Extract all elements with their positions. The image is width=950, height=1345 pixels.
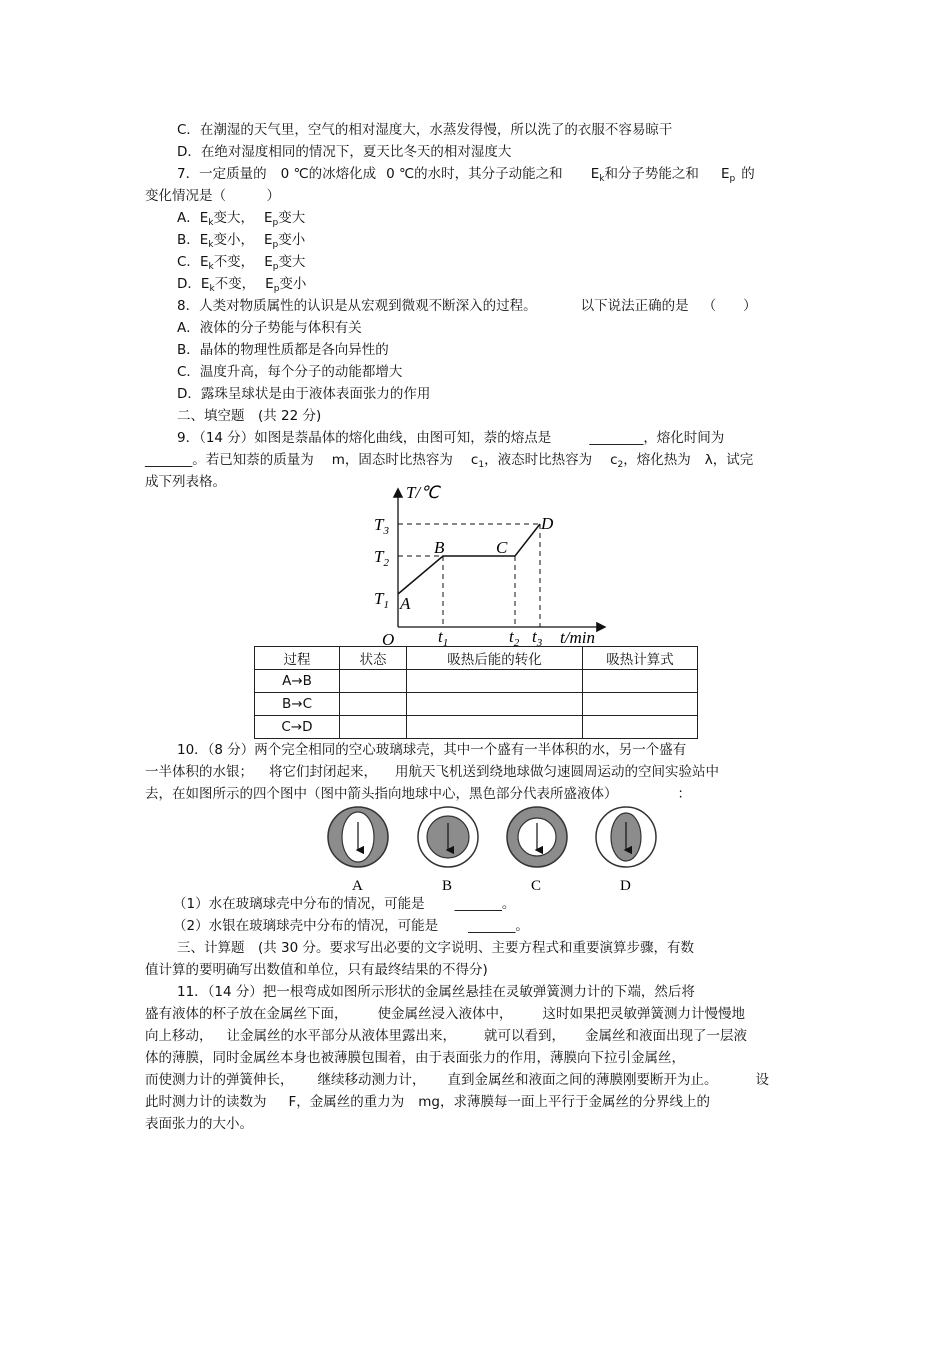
q7-text: 的 <box>741 166 755 182</box>
ek-symbol: E <box>199 254 209 270</box>
q10-sub1 <box>173 895 515 913</box>
q10-text: 将它们封闭起来， <box>269 764 377 780</box>
q10-text: ： <box>677 786 691 802</box>
tick-T1: $T_1$ <box>374 589 389 611</box>
row-process-cd: C→D <box>255 716 340 739</box>
q9-blank: ________，熔化时间为 <box>589 430 725 446</box>
answer-cell[interactable] <box>407 716 583 739</box>
q11-text: 金属丝和液面出现了一层液 <box>585 1028 747 1044</box>
q10-blank: _______。 <box>454 896 516 912</box>
q10-line2 <box>145 763 719 781</box>
option-text: 变小 <box>279 276 307 292</box>
figure-label-d: D <box>620 878 631 894</box>
q8-option-d: D．露珠呈球状是由于液体表面张力的作用 <box>177 386 431 402</box>
answer-cell[interactable] <box>340 670 407 693</box>
point-B: B <box>434 538 445 557</box>
q7-option-d <box>177 275 306 298</box>
ep-symbol: E <box>265 276 274 292</box>
header-process: 过程 <box>255 647 340 670</box>
ek-subscript: k <box>599 174 605 184</box>
ep-symbol: E <box>720 166 730 182</box>
table-header-row <box>255 647 698 670</box>
tick-T3: $T_3$ <box>374 515 389 537</box>
q9-text: _______。若已知萘的质量为 <box>145 452 314 468</box>
ep-symbol: E <box>264 210 273 226</box>
q8-stem <box>177 297 757 315</box>
q9-line2 <box>145 451 753 474</box>
q10-blank: _______。 <box>468 918 529 934</box>
q7-stem-line1 <box>177 165 755 188</box>
q7-option-b <box>177 231 305 254</box>
q11-text: 向上移动， <box>145 1028 213 1044</box>
q9-text: λ，试完 <box>704 452 754 468</box>
ek-subscript: k <box>209 284 215 294</box>
answer-cell[interactable] <box>340 693 407 716</box>
option-letter: A． <box>177 210 200 226</box>
q11-line6 <box>145 1093 710 1111</box>
q10-text: 用航天飞机送到绕地球做匀速圆周运动的空间实验站中 <box>395 764 719 780</box>
tick-t2: $t_2$ <box>509 627 520 647</box>
ek-symbol: E <box>199 210 209 226</box>
q11-line3 <box>145 1027 747 1045</box>
q8-option-c: C．温度升高，每个分子的动能都增大 <box>177 364 403 380</box>
q7-option-c <box>177 253 305 276</box>
ep-subscript: p <box>273 284 280 294</box>
q11-text: 就可以看到， <box>484 1028 565 1044</box>
q9-text: ，熔化热为 <box>623 452 691 468</box>
ep-subscript: p <box>729 174 736 184</box>
ek-symbol: E <box>200 276 210 292</box>
q11-line5 <box>145 1071 769 1089</box>
table-row <box>255 716 698 739</box>
option-letter: D． <box>177 276 201 292</box>
q7-option-a <box>177 209 305 232</box>
q7-text: 7．一定质量的 <box>177 166 267 182</box>
answer-cell[interactable] <box>407 693 583 716</box>
q9-line1 <box>177 429 724 447</box>
q9-text: m，固态时比热容为 <box>331 452 453 468</box>
q8-text: 以下说法正确的是 <box>580 298 689 314</box>
row-process-bc: B→C <box>255 693 340 716</box>
answer-cell[interactable] <box>583 670 698 693</box>
option-text: 不变， <box>213 254 255 270</box>
q11-text: F，金属丝的重力为 <box>288 1094 405 1110</box>
figure-label-a: A <box>352 878 363 894</box>
q8-option-a: A．液体的分子势能与体积有关 <box>177 320 362 336</box>
answer-cell[interactable] <box>340 716 407 739</box>
figure-label-c: C <box>531 878 542 894</box>
q10-line1: 10．（8 分）两个完全相同的空心玻璃球壳，其中一个盛有一半体积的水，另一个盛有 <box>177 742 687 758</box>
q11-line4: 体的薄膜，同时金属丝本身也被薄膜包围着，由于表面张力的作用，薄膜向下拉引金属丝， <box>145 1050 685 1066</box>
q11-text: 设 <box>755 1072 769 1088</box>
tick-t3: $t_3$ <box>532 627 543 647</box>
c1-symbol: c <box>470 452 479 468</box>
q10-text: （2）水银在玻璃球壳中分布的情况，可能是 <box>173 918 439 934</box>
q9-text: 9．（14 分）如图是萘晶体的熔化曲线，由图可知，萘的熔点是 <box>177 430 552 446</box>
melting-curve-graph <box>368 482 613 647</box>
q9-line3: 成下列表格。 <box>145 474 226 490</box>
table-row <box>255 670 698 693</box>
section-heading-calc-line1: 三、计算题 (共 30 分。要求写出必要的文字说明、主要方程式和重要演算步骤，有数 <box>177 940 695 956</box>
point-D: D <box>541 514 554 533</box>
q7-stem-line2: 变化情况是（ ） <box>145 188 280 204</box>
figure-d <box>596 807 656 867</box>
option-text: 不变， <box>214 276 256 292</box>
q8-option-b: B．晶体的物理性质都是各向异性的 <box>177 342 389 358</box>
q7-text: 和分子势能之和 <box>604 166 699 182</box>
section-heading-calc-line2: 值计算的要明确写出数值和单位，只有最终结果的不得分) <box>145 962 488 978</box>
table-row <box>255 693 698 716</box>
q6-option-c: C．在潮湿的天气里，空气的相对湿度大，水蒸发得慢，所以洗了的衣服不容易晾干 <box>177 122 673 138</box>
q8-text: 8．人类对物质属性的认识是从宏观到微观不断深入的过程。 <box>177 298 537 314</box>
q11-text: 盛有液体的杯子放在金属丝下面， <box>145 1006 348 1022</box>
q10-text: 去，在如图所示的四个图中（图中箭头指向地球中心，黑色部分代表所盛液体） <box>145 786 618 802</box>
option-letter: C． <box>177 254 200 270</box>
ek-subscript: k <box>208 218 214 228</box>
section-heading-fill-in: 二、填空题 (共 22 分) <box>177 408 322 424</box>
option-text: 变小， <box>213 232 255 248</box>
answer-bracket: （ ） <box>702 298 757 314</box>
option-letter: B． <box>177 232 200 248</box>
option-text: 变小 <box>278 232 306 248</box>
q10-sub2 <box>173 917 529 935</box>
q11-line2 <box>145 1005 745 1023</box>
ep-subscript: p <box>272 218 279 228</box>
q11-text: 这时如果把灵敏弹簧测力计慢慢地 <box>542 1006 745 1022</box>
figure-b <box>418 807 478 867</box>
figure-label-b: B <box>442 878 453 894</box>
ep-symbol: E <box>264 232 273 248</box>
c2-subscript: 2 <box>617 460 624 470</box>
q7-text: 0 ℃的冰熔化成 <box>280 166 377 182</box>
tick-t1: $t_1$ <box>438 627 449 647</box>
y-axis-label: T/℃ <box>406 483 440 502</box>
glass-sphere-figures <box>320 800 665 895</box>
ep-subscript: p <box>272 240 279 250</box>
option-text: 变大， <box>213 210 254 226</box>
q11-text: 直到金属丝和液面之间的薄膜刚要断开为止。 <box>447 1072 718 1088</box>
origin-label: O <box>382 630 395 647</box>
answer-cell[interactable] <box>407 670 583 693</box>
ep-subscript: p <box>272 262 279 272</box>
row-process-ab: A→B <box>255 670 340 693</box>
q11-line1: 11．（14 分）把一根弯成如图所示形状的金属丝悬挂在灵敏弹簧测力计的下端，然后将 <box>177 984 695 1000</box>
header-state: 状态 <box>340 647 407 670</box>
q11-text: 而使测力计的弹簧伸长， <box>145 1072 294 1088</box>
ep-symbol: E <box>264 254 273 270</box>
q6-option-d: D．在绝对湿度相同的情况下，夏天比冬天的相对湿度大 <box>177 144 512 160</box>
q11-line7: 表面张力的大小。 <box>145 1116 253 1132</box>
q11-text: 此时测力计的读数为 <box>145 1094 267 1110</box>
ek-subscript: k <box>208 262 214 272</box>
option-text: 变大 <box>278 254 306 270</box>
q11-text: 让金属丝的水平部分从液体里露出来， <box>226 1028 456 1044</box>
process-table <box>254 646 698 739</box>
x-axis-label: t/min <box>560 628 595 647</box>
point-A: A <box>400 594 411 613</box>
c2-symbol: c <box>610 452 618 468</box>
header-energy-conversion: 吸热后能的转化 <box>407 647 583 670</box>
ek-subscript: k <box>208 240 214 250</box>
option-text: 变大 <box>278 210 306 226</box>
header-heat-formula: 吸热计算式 <box>583 647 698 670</box>
tick-T2: $T_2$ <box>374 547 389 569</box>
ek-symbol: E <box>199 232 209 248</box>
q11-text: 继续移动测力计， <box>317 1072 426 1088</box>
q9-text: ，液态时比热容为 <box>484 452 593 468</box>
q11-text: mg，求薄膜每一面上平行于金属丝的分界线上的 <box>418 1094 710 1110</box>
figure-c <box>507 807 567 867</box>
q11-text: 使金属丝浸入液体中， <box>377 1006 513 1022</box>
q10-text: （1）水在玻璃球壳中分布的情况，可能是 <box>173 896 425 912</box>
melting-curve <box>398 524 540 594</box>
answer-cell[interactable] <box>583 693 698 716</box>
figure-a <box>328 807 388 867</box>
point-C: C <box>496 538 508 557</box>
ek-symbol: E <box>590 166 600 182</box>
q7-text: 0 ℃的水时，其分子动能之和 <box>386 166 563 182</box>
answer-cell[interactable] <box>583 716 698 739</box>
q10-text: 一半体积的水银； <box>145 764 253 780</box>
c1-subscript: 1 <box>478 460 485 470</box>
